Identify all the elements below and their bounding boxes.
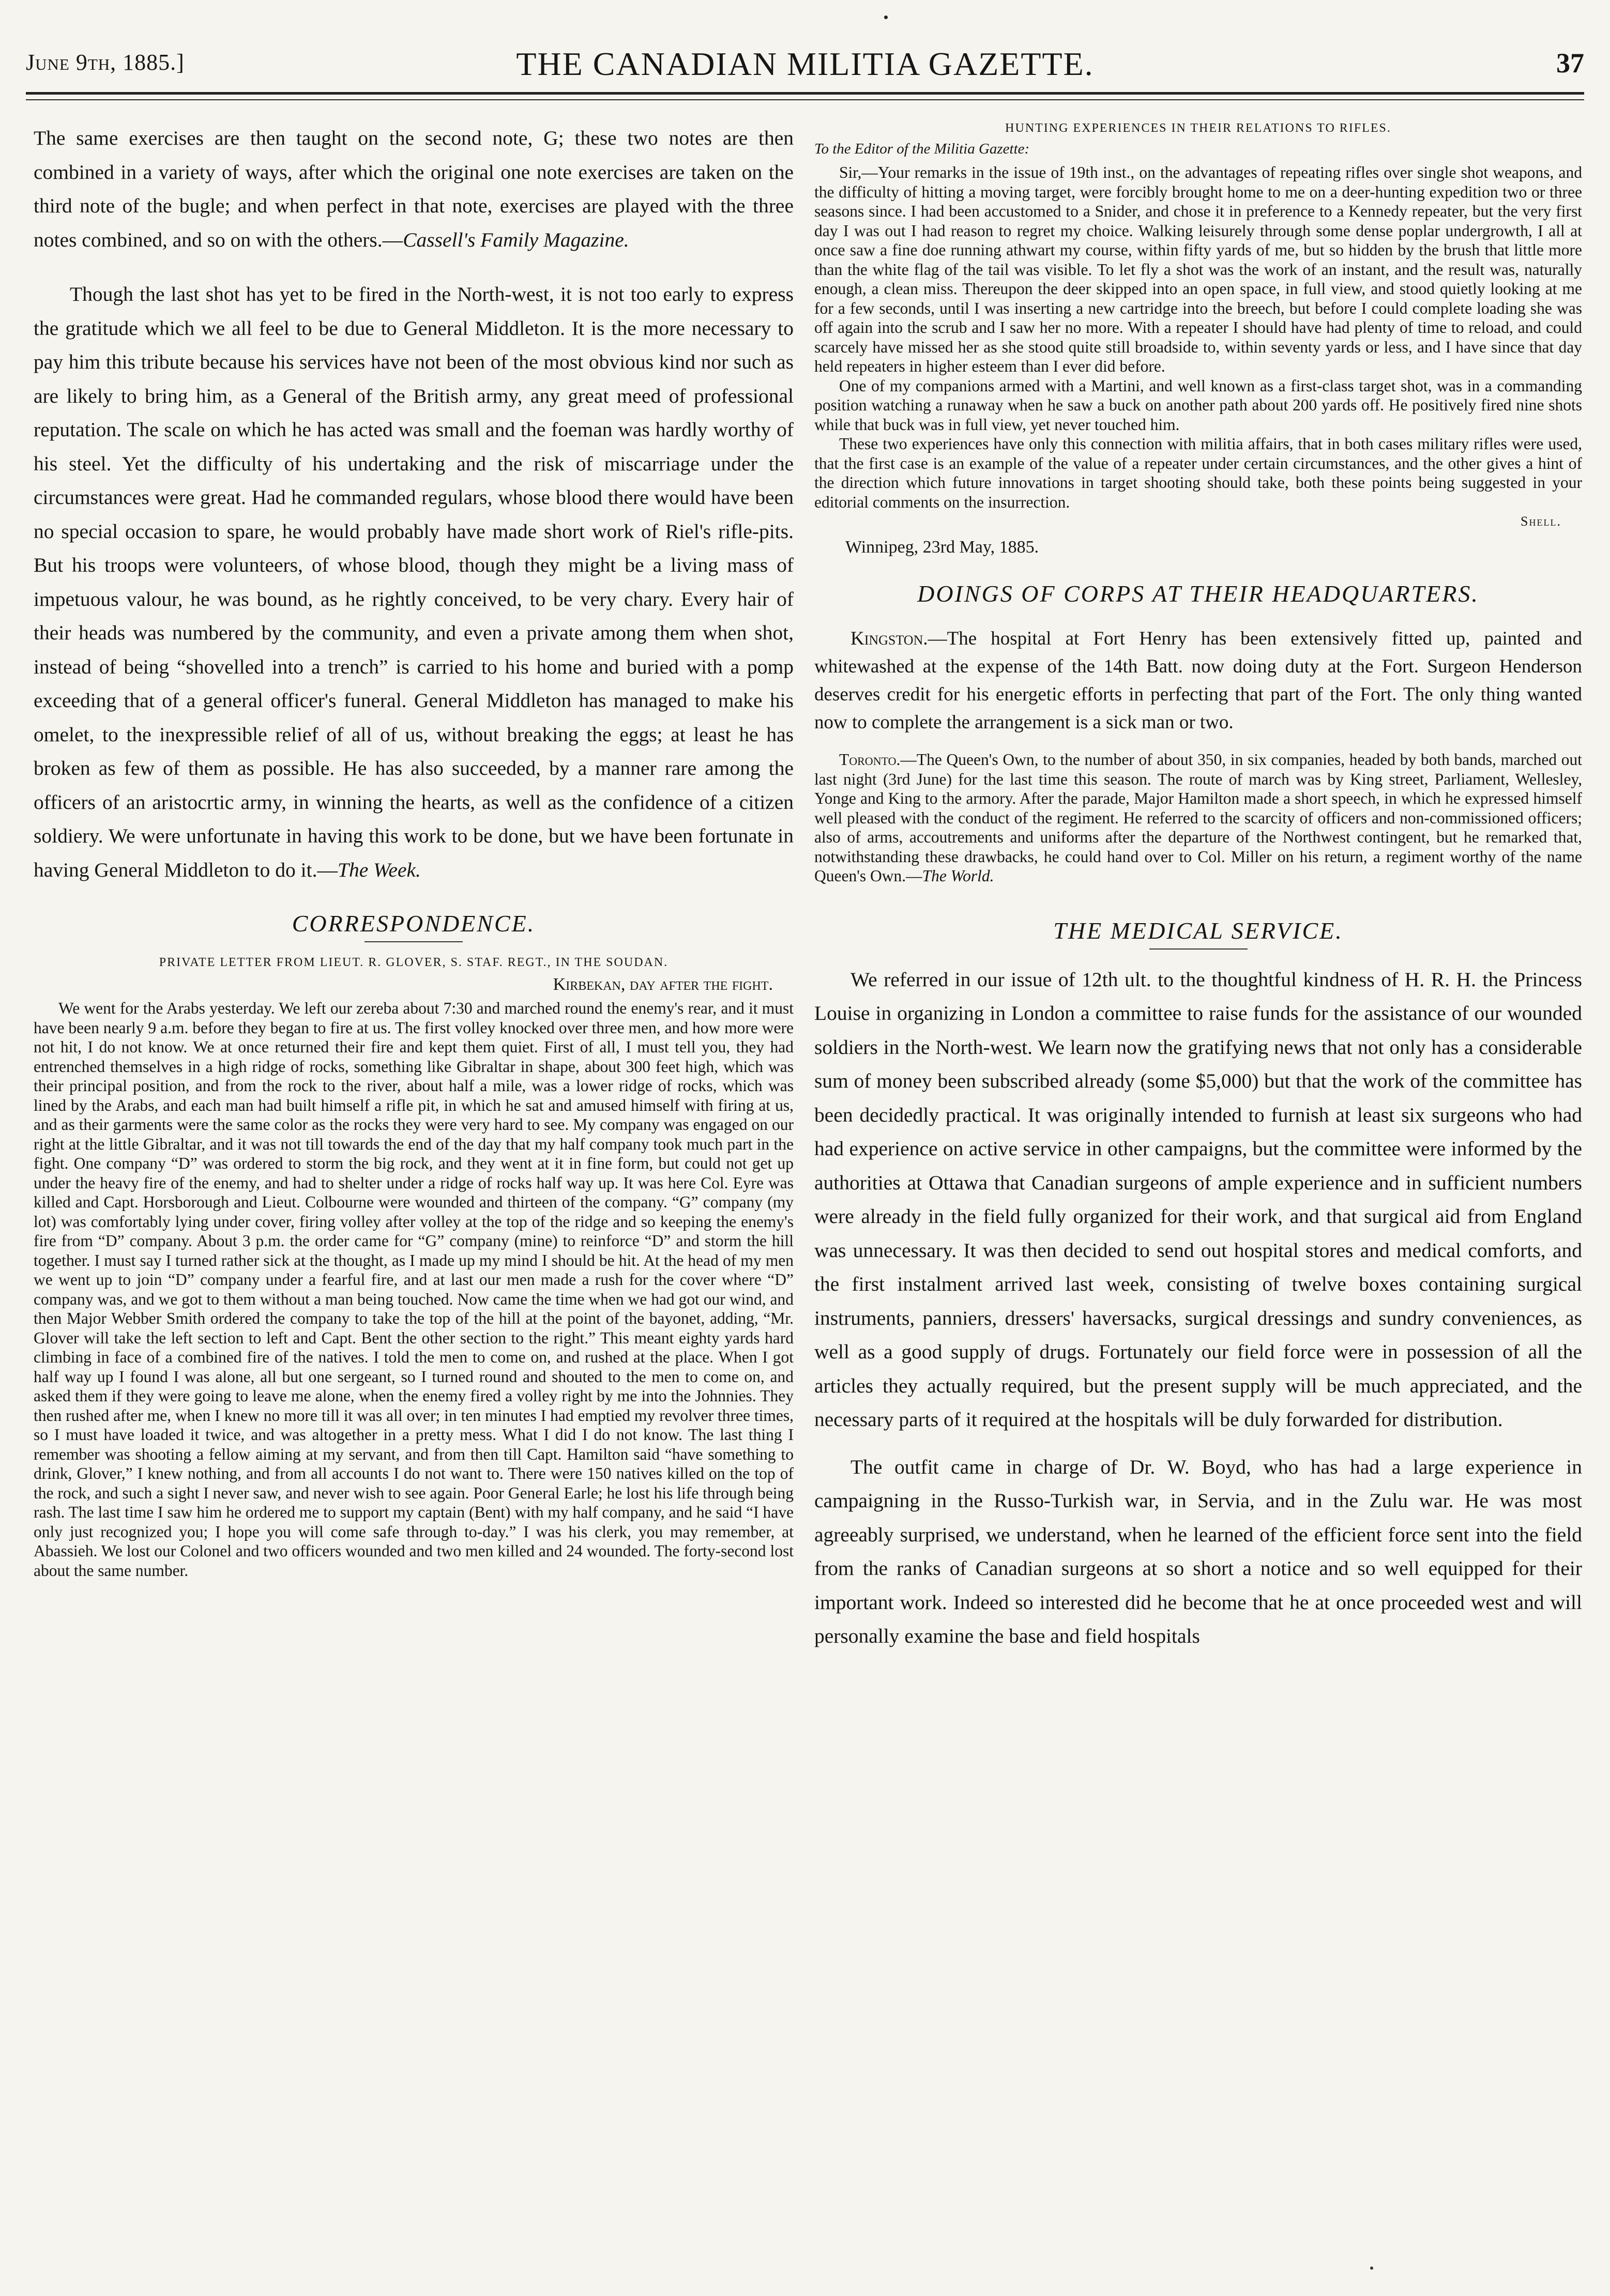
medical-paragraph-1: We referred in our issue of 12th ult. to the thoughtful kindness of H. R. H. the Princess Louise in organizing in London a committee to raise funds for the assistance of our wounded soldiers in the North-west. We learn now the gratifying news that not only has a considerable sum of money been subscribed already (some $5,000) but that the work of the committee has been decidedly practical. It was originally intended to furnish at least six surgeons who had had experience on active service in other campaigns, but the committee were informed by the authorities at Ottawa that Canadian surgeons of ample experience and in sufficient numbers were already in the field fully organized for their work, and that surgical aid from England was unnecessary. It was then decided to send out hospital stores and medical comforts, and the first instalment arrived last week, consisting of twelve boxes containing surgical instruments, panniers, dressers' haversacks, surgical dressings and sundry conveniences, as well as a good supply of drugs. Fortunately our field force were in possession of all the articles they actually required, but the present supply will be much appreciated, and the necessary parts of it required at the hospitals will be duly forwarded for distribution. <box>814 968 1582 1431</box>
hunting-paragraph-1: Sir,—Your remarks in the issue of 19th inst., on the advantages of repeating rifles over single shot weapons, and the difficulty of hitting a moving target, were forcibly brought home to me on a deer-hunting expedition two or three seasons since. I had been accustomed to a Snider, and chose it in preference to a Kennedy repeater, but the very first day I was out I had reason to regret my choice. Walking leisurely through some dense poplar undergrowth, I all at once saw a fine doe running athwart my course, within fifty yards of me, but so hidden by the brush that little more than the white flag of the tail was visible. To let fly a shot was the work of an instant, and the result was, naturally enough, a clean miss. Thereupon the deer skipped into an open space, in full view, and stood quietly looking at me for a few seconds, until I was inserting a new cartridge into the breech, but before I could complete loading she was off again into the scrub and I saw her no more. With a repeater I should have had plenty of time to reload, and could scarcely have missed her as she stood quite still broadside to, within seventy yards or less, and I have since that day held repeaters in higher esteem than I ever did before. <box>814 163 1582 375</box>
letter-body: We went for the Arabs yesterday. We left our zereba about 7:30 and marched round the enemy's rear, and it must have been nearly 9 a.m. before they began to fire at us. The first volley knocked over three men, and how more were not hit, I do not know. We at once returned their fire and kept them quiet. First of all, I must tell you, they had entrenched themselves in a high ridge of rocks, something like Gibraltar in shape, about 300 feet high, which was their principal position, and from the rock to the river, about half a mile, was a lower ridge of rocks, which was lined by the Arabs, and each man had built himself a rifle pit, in which he sat and amused himself with firing at us, and as their garments were the same color as the rocks they were very hard to see. My company was engaged on our right at the little Gibraltar, and it was not till towards the end of the day that my half company took much part in the fight. One company “D” was ordered to storm the big rock, and they went at it in fine form, but could not get up under the heavy fire of the enemy, and had to shelter under a ridge of rocks half way up. It was here Col. Eyre was killed and Capt. Horsborough and Lieut. Colbourne were wounded and thirteen of the company. “G” company (my lot) was comfortably lying under cover, firing volley after volley at the top of the ridge and so keeping the enemy's fire from “D” company. About 3 p.m. the order came for “G” company (mine) to reinforce “D” and storm the hill together. I must say I turned rather sick at the thought, as I made up my mind I should be hit. At the head of my men we went up to join “D” company under a fearful fire, and at last our men made a rush for the cover where “D” company was, and we got to them without a man being touched. Now came the time when we had got our wind, and then Major Webber Smith ordered the company to take the top of the hill at the point of the bayonet, adding, “Mr. Glover will take the left section to left and Capt. Bent the other section to the right.” This meant eighty yards hard climbing in face of a combined fire of the natives. I told the men to come on, and rushed at the place. When I got half way up I found I was alone, all but one sergeant, so I turned round and shouted to the men to come on, and asked them if they were going to leave me alone, when the enemy fired a volley right by me into the Johnnies. They then rushed after me, when I knew no more till it was all over; in ten minutes I had emptied my revolver three times, so I must have loaded it twice, and was altogether in a pretty mess. What I did I do not know. The last thing I remember was shooting a fellow aiming at my servant, and from then till Capt. Hamilton said “have something to drink, Glover,” I knew nothing, and from all accounts I do not want to. There were 150 natives killed on the top of the rock, and such a sight I never saw, and never wish to see again. Poor General Earle; he lost his life through being rash. The last time I saw him he ordered me to support my captain (Bent) with my half company, and he said “I have only just recognized you; I hope you will come safe through to-day.” I was his clerk, you may remember, at Abassieh. We lost our Colonel and two officers wounded and two men killed and 24 wounded. The forty-second lost about the same number. <box>34 999 794 1580</box>
header-page-number: 37 <box>1556 48 1584 79</box>
header-date: June 9th, 1885.] <box>26 50 185 75</box>
medical-paragraph-2: The outfit came in charge of Dr. W. Boyd, who has had a large experience in campaigning in the Russo-Turkish war, in Servia, and in the Zulu war. He was most agreeably surprised, we understand, when he learned of the efficient force sent into the field from the ranks of Canadian surgeons at so short a notice and so well equipped for their important work. Indeed so interested did he become that he at once proceeded west and will personally examine the base and field hospitals <box>814 1455 1582 1647</box>
kingston-place: Kingston. <box>850 628 928 649</box>
bottom-ink-dot <box>1370 2267 1373 2270</box>
gazette-page <box>26 0 1584 2296</box>
hunting-heading: HUNTING EXPERIENCES IN THEIR RELATIONS TO RIFLES. <box>1005 121 1391 135</box>
header-rule-thick <box>26 92 1584 95</box>
toronto-place: Toronto. <box>839 751 901 769</box>
kingston-item <box>814 625 1582 737</box>
medical-heading: THE MEDICAL SERVICE. <box>1053 917 1343 944</box>
page-header <box>26 45 1584 82</box>
hunting-signature: Shell. <box>1521 514 1561 529</box>
left-column <box>34 121 794 2277</box>
letter-caption: PRIVATE LETTER FROM LIEUT. R. GLOVER, S. STAF. REGT., IN THE SOUDAN. <box>159 956 669 969</box>
spacer <box>814 611 1582 625</box>
toronto-item <box>814 750 1582 886</box>
bugle-article-end <box>34 121 794 257</box>
letter-dateline: Kirbekan, day after the fight. <box>553 975 773 994</box>
header-title: THE CANADIAN MILITIA GAZETTE. <box>516 45 1094 82</box>
heading-rule <box>364 941 463 942</box>
right-column <box>814 121 1582 2277</box>
bugle-article-text: The same exercises are then taught on the second note, G; these two notes are then combined in a variety of ways, after which the original one note exercises are taken on the third note of the bugle; and when perfect in that note, exercises are played with the three notes combined, and so on with the others.— <box>34 127 794 251</box>
hunting-salutation: To the Editor of the Militia Gazette: <box>814 141 1030 157</box>
spacer <box>814 737 1582 750</box>
hunting-paragraph-3: These two experiences have only this connection with militia affairs, that in both cases military rifles were used, that the first case is an example of the value of a repeater under certain circumstances, and the other gives a hint of the direction which future innovations in target shooting should take, both these points being suggested in your editorial comments on the insurrection. <box>814 435 1582 511</box>
spacer <box>34 257 794 278</box>
toronto-text: —The Queen's Own, to the number of about 350, in six companies, headed by both bands, marched out last night (3rd June) for the last time this season. The route of march was by King street, Parliament, Wellesley, Yonge and King to the armory. After the parade, Major Hamilton made a short speech, in which he expressed himself well pleased with the conduct of the regiment. He referred to the scarcity of officers and non-commissioned officers; also of arms, accoutrements and uniforms after the departure of the Northwest contingent, but he remarked that, notwithstanding these drawbacks, he could hand over to Col. Miller on his return, a regiment worthy of the name Queen's Own.— <box>814 751 1582 885</box>
hunting-paragraph-2: One of my companions armed with a Martini, and well known as a first-class target shot, was in a commanding position watching a runaway when he saw a buck on another path about 200 yards off. He positively fired nine shots while that buck was in full view, yet never touched him. <box>814 376 1582 434</box>
bugle-article-source: Cassell's Family Magazine. <box>403 228 629 251</box>
heading-rule <box>1149 948 1248 950</box>
middleton-article <box>34 278 794 887</box>
spacer <box>814 1437 1582 1450</box>
toronto-source: The World. <box>922 867 994 885</box>
middleton-article-text: Though the last shot has yet to be fired in the North-west, it is not too early to express the gratitude which we all feel to be due to General Middleton. It is the more necessary to pay him this tribute because his services have not been of the most obvious kind nor such as are likely to bring him, as a General of the British army, any great meed of professional reputation. The scale on which he has acted was small and the foeman was hardly worthy of his steel. Yet the difficulty of his undertaking and the risk of miscarriage under the circumstances were great. Had he commanded regulars, whose blood there would have been no special occasion to spare, he would probably have made short work of Riel's rifle-pits. But his troops were volunteers, of whose blood, though they might be a living mass of impetuous valour, he was bound, as he rightly conceived, to be very chary. Every hair of their heads was numbered by the community, and even a private among them when shot, instead of being “shovelled into a trench” is carried to his home and buried with a pomp exceeding that of a general officer's funeral. General Middleton has managed to make his omelet, to the inexpressible relief of all of us, without breaking the eggs; at least he has broken as few of them as possible. He has also succeeded, by a manner rare among the officers of an aristocrtic army, in winning the hearts, as well as the confidence of a citizen soldiery. We were unfortunate in having this work to be done, but we have been fortunate in having General Middleton to do it.— <box>34 283 794 881</box>
kingston-text: —The hospital at Fort Henry has been extensively fitted up, painted and whitewashed at the expense of the 14th Batt. now doing duty at the Fort. Surgeon Henderson deserves credit for his energetic efforts in perfecting that part of the Fort. The only thing wanted now to complete the arrangement is a sick man or two. <box>814 628 1582 733</box>
middleton-article-source: The Week. <box>338 858 421 881</box>
header-rule-thin <box>26 99 1584 100</box>
doings-heading: DOINGS OF CORPS AT THEIR HEADQUARTERS. <box>917 580 1479 607</box>
correspondence-heading: CORRESPONDENCE. <box>292 910 536 937</box>
hunting-closing: Winnipeg, 23rd May, 1885. <box>845 538 1039 557</box>
